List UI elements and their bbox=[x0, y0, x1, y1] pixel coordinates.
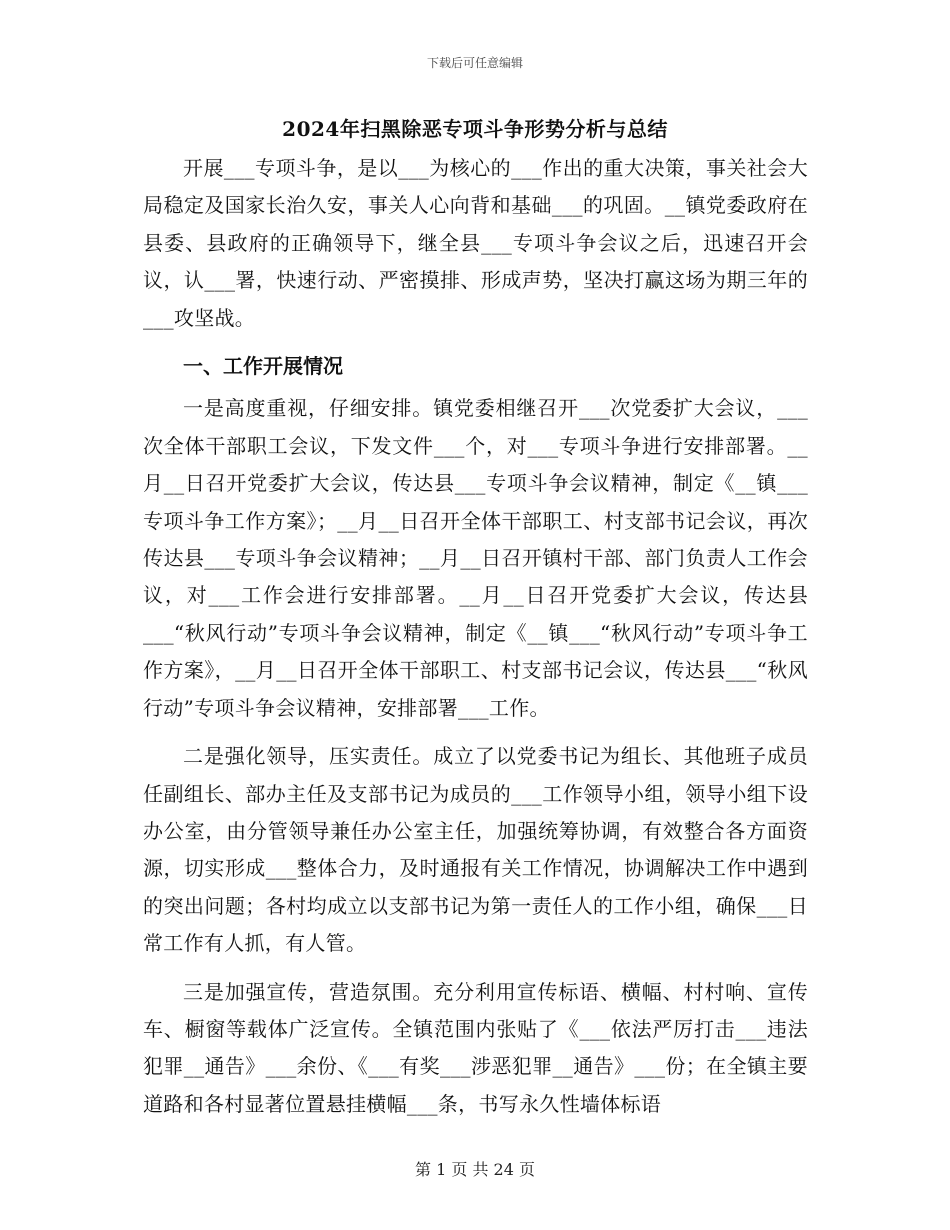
document-title: 2024年扫黑除恶专项斗争形势分析与总结 bbox=[282, 117, 668, 141]
paragraph-3: 三是加强宣传，营造氛围。充分利用宣传标语、横幅、村村响、宣传车、橱窗等载体广泛宣传。全镇范围内张贴了《___依法严厉打击___违法犯罪__通告》___余份、《___有奖___涉恶犯罪__通告》___份；在全镇主要道路和各村显著位置悬挂横幅___条，书写永久性墙体标语 bbox=[143, 979, 808, 1116]
paragraph-1: 一是高度重视，仔细安排。镇党委相继召开___次党委扩大会议，___次全体干部职工会议，下发文件___个，对___专项斗争进行安排部署。__月__日召开党委扩大会议，传达县___专项斗争会议精神，制定《__镇___专项斗争工作方案》；__月__日召开全体干部职工、村支部书记会议，再次传达县___专项斗争会议精神；__月__日召开镇村干部、部门负责人工作会议，对___工作会进行安排部署。__月__日召开党委扩大会议，传达县___“秋风行动”专项斗争会议精神，制定《__镇___“秋风行动”专项斗争工作方案》，__月__日召开全体干部职工、村支部书记会议，传达县___“秋风行动”专项斗争会议精神，安排部署___工作。 bbox=[143, 396, 808, 720]
paragraph-2: 二是强化领导，压实责任。成立了以党委书记为组长、其他班子成员任副组长、部办主任及支部书记为成员的___工作领导小组，领导小组下设办公室，由分管领导兼任办公室主任，加强统筹协调，有效整合各方面资源，切实形成___整体合力，及时通报有关工作情况，协调解决工作中遇到的突出问题；各村均成立以支部书记为第一责任人的工作小组，确保___日常工作有人抓，有人管。 bbox=[143, 744, 808, 956]
intro-paragraph: 开展___专项斗争，是以___为核心的___作出的重大决策，事关社会大局稳定及国家长治久安，事关人心向背和基础___的巩固。__镇党委政府在县委、县政府的正确领导下，继全县___专项斗争会议之后，迅速召开会议，认___署，快速行动、严密摸排、形成声势，坚决打赢这场为期三年的___攻坚战。 bbox=[143, 156, 808, 330]
page-footer: 第 1 页 共 24 页 bbox=[415, 1160, 535, 1179]
document-body bbox=[143, 150, 808, 1134]
header-note: 下载后可任意编辑 bbox=[426, 56, 523, 70]
section-heading-work-progress: 一、工作开展情况 bbox=[183, 354, 343, 379]
